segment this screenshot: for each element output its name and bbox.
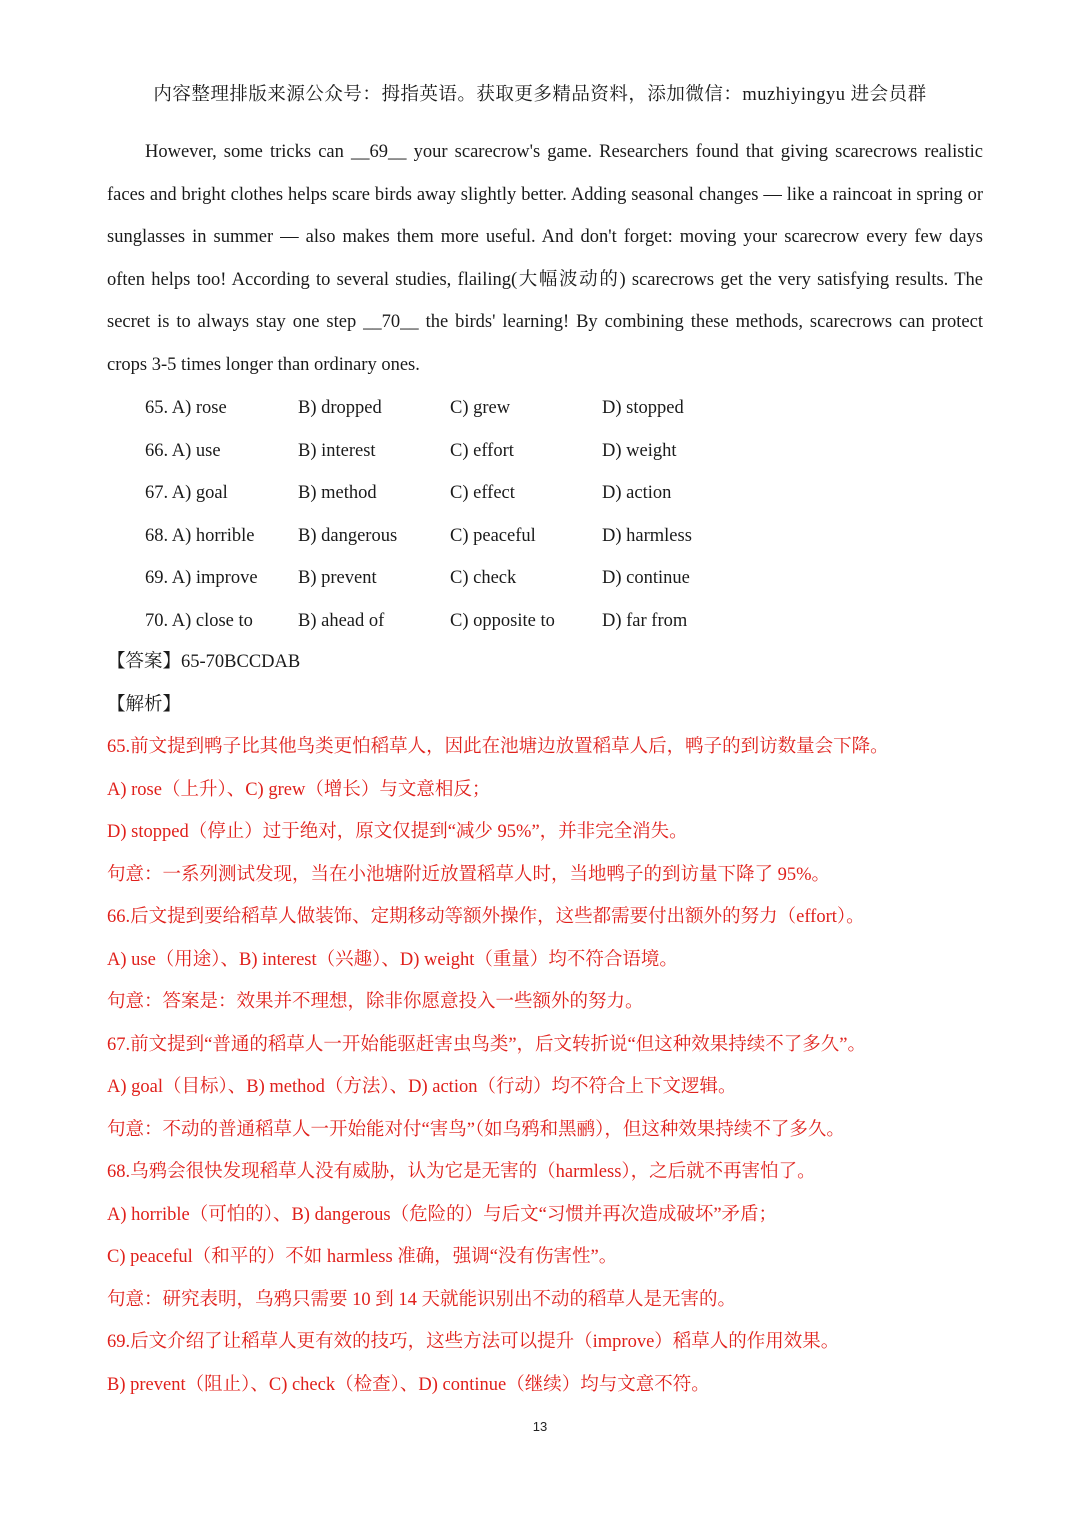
page-header: 内容整理排版来源公众号：拇指英语。获取更多精品资料，添加微信：muzhiyingyu 进会员群 bbox=[153, 85, 927, 105]
analysis-line: 句意：一系列测试发现，当在小池塘附近放置稻草人时，当地鸭子的到访量下降了 95%。 bbox=[107, 864, 831, 885]
options-table bbox=[145, 387, 845, 642]
option-row bbox=[145, 387, 845, 430]
option-cell: B) dropped bbox=[298, 398, 382, 418]
option-cell: C) check bbox=[450, 568, 517, 588]
option-cell: B) interest bbox=[298, 440, 376, 461]
option-cell: 68. A) horrible bbox=[145, 525, 255, 546]
analysis-line: 65.前文提到鸭子比其他鸟类更怕稻草人，因此在池塘边放置稻草人后，鸭子的到访数量会下降。 bbox=[107, 737, 889, 757]
option-row bbox=[145, 472, 845, 515]
option-cell: D) continue bbox=[602, 568, 690, 588]
option-cell: C) peaceful bbox=[450, 525, 536, 546]
passage-paragraph bbox=[107, 131, 983, 386]
option-row bbox=[145, 430, 845, 473]
analysis-line: 68.乌鸦会很快发现稻草人没有威胁，认为它是无害的（harmless），之后就不再害怕了。 bbox=[107, 1162, 816, 1182]
option-cell: B) dangerous bbox=[298, 525, 398, 546]
analysis-line: C) peaceful（和平的）不如 harmless 准确，强调“没有伤害性”。 bbox=[107, 1247, 618, 1267]
option-cell: D) action bbox=[602, 483, 672, 503]
option-row bbox=[145, 515, 845, 558]
passage-text: However, some tricks can __69__ your scarecrow's game. Researchers found that giving scarecrows realistic faces and bright clothes helps scare birds away slightly better. Adding seasonal changes — like a raincoat in spring or sunglasses in summer — also makes them more useful. And don't forget: moving your scarecrow every few days often helps too! According to several studies, flailing(大幅波动的) scarecrows get the very satisfying results. The secret is to always stay one step __70__ the birds' learning! By combining these methods, scarecrows can protect crops 3-5 times longer than ordinary ones. bbox=[107, 142, 983, 375]
option-cell: C) effect bbox=[450, 483, 515, 503]
analysis-line: A) rose（上升）、C) grew（增长）与文意相反； bbox=[107, 779, 491, 800]
analysis-heading: 【解析】 bbox=[107, 694, 182, 715]
option-cell: C) effort bbox=[450, 440, 514, 461]
analysis-line: D) stopped（停止）过于绝对，原文仅提到“减少 95%”，并非完全消失。 bbox=[107, 822, 688, 842]
option-cell: B) ahead of bbox=[298, 610, 385, 631]
option-cell: 70. A) close to bbox=[145, 610, 253, 631]
option-cell: 66. A) use bbox=[145, 440, 221, 461]
analysis-line: A) horrible（可怕的）、B) dangerous（危险的）与后文“习惯并再次造成破坏”矛盾； bbox=[107, 1204, 778, 1225]
option-row bbox=[145, 600, 845, 643]
answer-line: 【答案】65-70BCCDAB bbox=[107, 652, 301, 672]
option-cell: 65. A) rose bbox=[145, 398, 227, 418]
option-cell: 67. A) goal bbox=[145, 483, 228, 503]
analysis-line: 句意：答案是：效果并不理想，除非你愿意投入一些额外的努力。 bbox=[107, 992, 644, 1012]
page-number: 13 bbox=[532, 1419, 548, 1434]
option-row bbox=[145, 557, 845, 600]
option-cell: B) method bbox=[298, 483, 377, 503]
analysis-line: 67.前文提到“普通的稻草人一开始能驱赶害虫鸟类”，后文转折说“但这种效果持续不了多久”。 bbox=[107, 1034, 866, 1055]
option-cell: D) harmless bbox=[602, 525, 692, 546]
option-cell: 69. A) improve bbox=[145, 568, 258, 588]
option-cell: C) opposite to bbox=[450, 610, 555, 631]
analysis-line: B) prevent（阻止）、C) check（检查）、D) continue（继续）均与文意不符。 bbox=[107, 1374, 710, 1395]
option-cell: D) weight bbox=[602, 440, 677, 461]
option-cell: D) far from bbox=[602, 610, 688, 631]
option-cell: D) stopped bbox=[602, 398, 684, 418]
analysis-line: 66.后文提到要给稻草人做装饰、定期移动等额外操作，这些都需要付出额外的努力（effort）。 bbox=[107, 907, 865, 927]
analysis-line: 句意：不动的普通稻草人一开始能对付“害鸟”（如乌鸦和黑鹂），但这种效果持续不了多久。 bbox=[107, 1119, 845, 1140]
analysis-line: 69.后文介绍了让稻草人更有效的技巧，这些方法可以提升（improve）稻草人的作用效果。 bbox=[107, 1332, 840, 1352]
option-cell: B) prevent bbox=[298, 568, 377, 588]
analysis-line: A) use（用途）、B) interest（兴趣）、D) weight（重量）均不符合语境。 bbox=[107, 949, 678, 970]
analysis-line: A) goal（目标）、B) method（方法）、D) action（行动）均不符合上下文逻辑。 bbox=[107, 1077, 737, 1097]
answer-analysis-section bbox=[107, 641, 987, 1406]
analysis-line: 句意：研究表明，乌鸦只需要 10 到 14 天就能识别出不动的稻草人是无害的。 bbox=[107, 1289, 737, 1310]
option-cell: C) grew bbox=[450, 398, 511, 418]
